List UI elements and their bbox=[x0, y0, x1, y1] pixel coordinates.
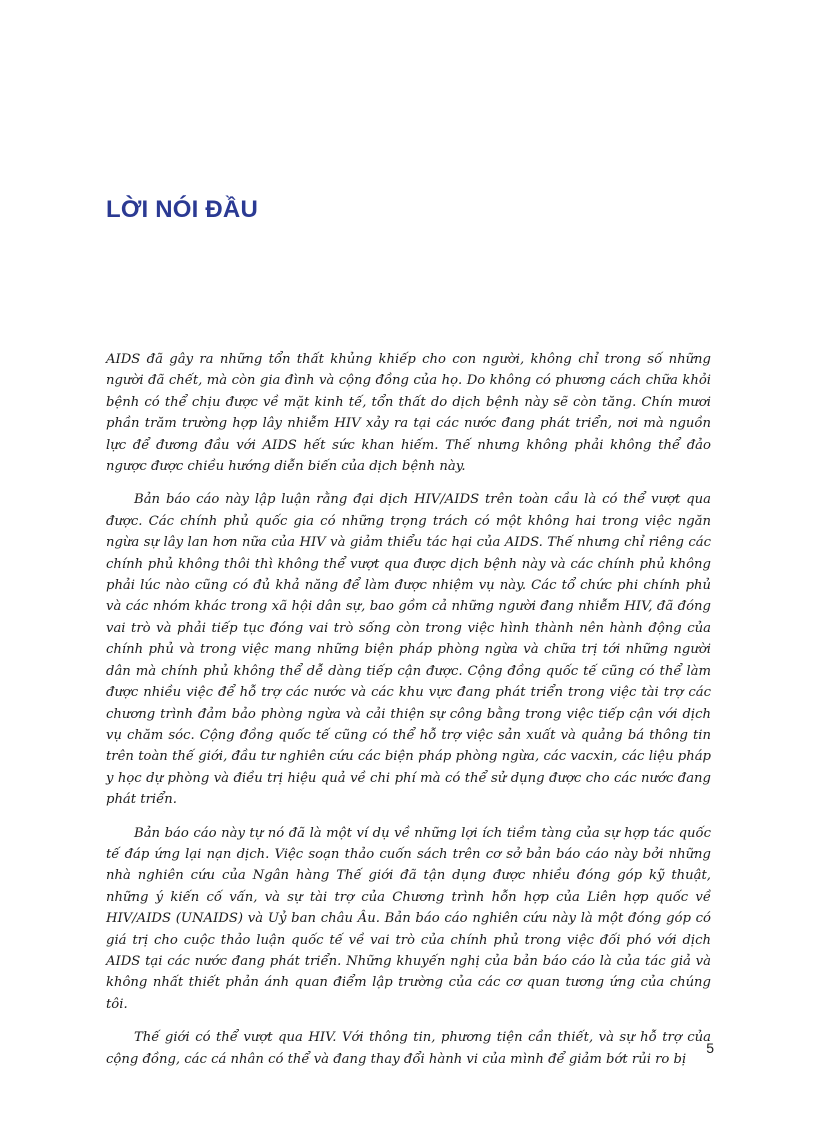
paragraph-1: AIDS đã gây ra những tổn thất khủng khiếp cho con người, không chỉ trong số những người đã chết, mà còn gia đình và cộng đồng của họ. Do không có phương cách chữa khỏi bệnh có thể chịu được về mặt kinh tế, tổn thất do dịch bệnh này sẽ còn tăng. Chín mươi phần trăm trường hợp lây nhiễm HIV xảy ra tại các nước đang phát triển, nơi mà nguồn lực để đương đầu với AIDS hết sức khan hiếm. Thế nhưng không phải không thể đảo ngược được chiều hướng diễn biến của dịch bệnh này. bbox=[106, 352, 711, 475]
paragraph-2: Bản báo cáo này lập luận rằng đại dịch HIV/AIDS trên toàn cầu là có thể vượt qua được. Các chính phủ quốc gia có những trọng trách có một không hai trong việc ngăn ngừa sự lây lan hơn nữa của HIV và giảm thiểu tác hại của AIDS. Thế nhưng chỉ riêng các chính phủ không thôi thì không thể vượt qua được dịch bệnh này và các chính phủ không phải lúc nào cũng có đủ khả năng để làm được nhiệm vụ này. Các tổ chức phi chính phủ và các nhóm khác trong xã hội dân sự, bao gồm cả những người đang nhiễm HIV, đã đóng vai trò và phải tiếp tục đóng vai trò sống còn trong việc hình thành nên hành động của chính phủ và trong việc mang những biện pháp phòng ngừa và chữa trị tới những người dân mà chính phủ không thể dễ dàng tiếp cận được. Cộng đồng quốc tế cũng có thể làm được nhiều việc để hỗ trợ các nước và các khu vực đang phát triển trong việc tài trợ các chương trình đảm bảo phòng ngừa và cải thiện sự công bằng trong việc tiếp cận với dịch vụ chăm sóc. Cộng đồng quốc tế cũng có thể hỗ trợ việc sản xuất và quảng bá thông tin trên toàn thế giới, đầu tư nghiên cứu các biện pháp phòng ngừa, các vacxin, các liệu pháp y học dự phòng và điều trị hiệu quả về chi phí mà có thể sử dụng được cho các nước đang phát triển. bbox=[106, 492, 711, 808]
paragraph-4: Thế giới có thể vượt qua HIV. Với thông tin, phương tiện cần thiết, và sự hỗ trợ của cộng đồng, các cá nhân có thể và đang thay đổi hành vi của mình để giảm bớt rủi ro bị bbox=[106, 1030, 711, 1067]
page-title: LỜI NÓI ĐẦU bbox=[106, 196, 259, 223]
paragraph-3: Bản báo cáo này tự nó đã là một ví dụ về những lợi ích tiềm tàng của sự hợp tác quốc tế đáp ứng lại nạn dịch. Việc soạn thảo cuốn sách trên cơ sở bản báo cáo này bởi những nhà nghiên cứu của Ngân hàng Thế giới đã tận dụng được nhiều đóng góp kỹ thuật, những ý kiến cố vấn, và sự tài trợ của Chương trình hỗn hợp của Liên hợp quốc về HIV/AIDS (UNAIDS) và Uỷ ban châu Âu. Bản báo cáo nghiên cứu này là một đóng góp có giá trị cho cuộc thảo luận quốc tế về vai trò của chính phủ trong việc đối phó với dịch AIDS tại các nước đang phát triển. Những khuyến nghị của bản báo cáo là của tác giả và không nhất thiết phản ánh quan điểm lập trường của các cơ quan tương ứng của chúng tôi. bbox=[106, 825, 711, 1012]
page-number: 5 bbox=[706, 1040, 714, 1056]
body-text bbox=[106, 349, 711, 1082]
